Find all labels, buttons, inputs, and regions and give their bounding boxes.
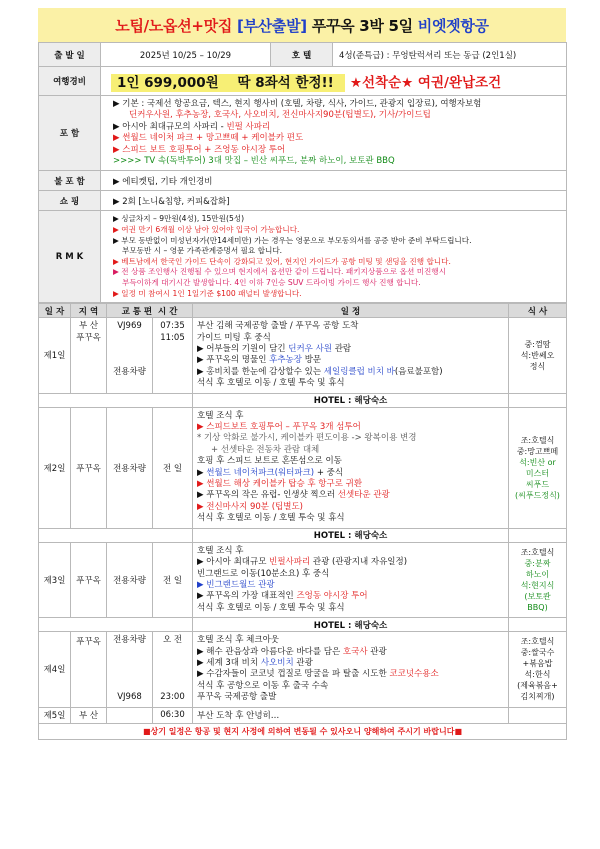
header-meal: 식 사 bbox=[509, 304, 567, 318]
title-part1: 노팁/노옵션+맛집 bbox=[115, 16, 233, 35]
price-limit: 딱 8좌석 한정!! bbox=[237, 75, 334, 91]
day1-s3 bbox=[197, 344, 508, 355]
day2-s3: * 기상 악화로 불가시, 케이블카 편도이용 -> 왕복이용 변경 bbox=[197, 433, 417, 444]
day3-m1: 조:호텔식 bbox=[520, 547, 555, 557]
include-label: 포 함 bbox=[39, 96, 101, 171]
day2-s4: + 선셋타운 전동차 관람 대체 bbox=[211, 444, 320, 455]
day1-transport bbox=[107, 318, 153, 393]
day4-s3b: 사오비치 bbox=[260, 657, 294, 668]
day2-s6b: 썬월드 네이처파크(워터파크) bbox=[206, 467, 315, 478]
rmk-penalty: ▶ 일정 미 참여시 1인 1일기준 $100 패널티 발생합니다. bbox=[113, 288, 302, 298]
day3-m4: 석:현지식 bbox=[520, 580, 555, 590]
day3-label: 제3일 bbox=[39, 542, 71, 617]
day4-s4b: 코코넛수용소 bbox=[389, 669, 439, 680]
itinerary-page bbox=[38, 8, 566, 740]
price-highlight bbox=[111, 74, 345, 92]
price-cell bbox=[101, 67, 567, 96]
day2-meal bbox=[509, 407, 567, 528]
day2-s8b: 선셋타운 관광 bbox=[337, 490, 390, 501]
day2-vehicle: 전용차량 bbox=[107, 407, 153, 528]
day3-s6: 석식 후 호텔로 이동 / 호텔 투숙 및 휴식 bbox=[197, 602, 345, 613]
day1-hotel: HOTEL : 해당숙소 bbox=[193, 393, 509, 407]
day4-row bbox=[39, 632, 567, 707]
include-restaurants: >>>> TV 속(독박투어) 3대 맛집 – 빈산 씨푸드, 분짜 하노이, 보토콴 BBQ bbox=[113, 156, 395, 167]
day2-m5: 씨푸드 bbox=[525, 479, 550, 489]
day2-s2: ▶ 스피드보트 호핑투어 – 푸꾸옥 3개 섬투어 bbox=[197, 422, 361, 433]
footer-note: ■상기 일정은 항공 및 현지 사정에 의하여 변동될 수 있사오니 양해하여 주시기 바랍니다■ bbox=[39, 723, 567, 739]
day2-hotel-meal-spacer bbox=[509, 528, 567, 542]
include-safari-b: 빈펄 사파리 bbox=[226, 121, 271, 132]
day1-s4a: ▶ 푸꾸옥의 명물인 bbox=[197, 355, 267, 366]
title-part4: 비엣젯항공 bbox=[417, 16, 489, 35]
day4-s2a: ▶ 해수 관음상과 아름다운 바다를 담은 bbox=[197, 646, 341, 657]
day1-s6: 석식 후 호텔로 이동 / 호텔 투숙 및 휴식 bbox=[197, 378, 345, 389]
page-title bbox=[38, 8, 566, 42]
exclude-label: 불 포 함 bbox=[39, 171, 101, 191]
day1-m2: 석:반쎄오 bbox=[520, 350, 555, 360]
header-transport: 교 통 편 bbox=[121, 306, 153, 317]
header-transport-time bbox=[107, 304, 193, 318]
header-time: 시 간 bbox=[158, 306, 178, 317]
depart-label: 출 발 일 bbox=[39, 43, 101, 67]
day5-place: 부 산 bbox=[71, 707, 107, 723]
day3-m2: 중:분짜 bbox=[524, 558, 551, 568]
day1-place bbox=[71, 318, 107, 393]
day4-m3: +볶음밥 bbox=[522, 659, 553, 669]
day4-label: 제4일 bbox=[39, 632, 71, 707]
include-speedboat: ▶ 스피드 보트 호핑투어 + 즈엉동 야시장 투어 bbox=[113, 144, 286, 155]
day4-s1: 호텔 조식 후 체크아웃 bbox=[197, 635, 280, 646]
day4-s3a: ▶ 세계 3대 비치 bbox=[197, 657, 259, 668]
exclude-value: ▶ 에티켓팁, 기타 개인경비 bbox=[101, 171, 567, 191]
rmk-family: 부모동반 시 – 영문 가족관계증명서 필요 합니다. bbox=[122, 246, 283, 256]
day2-s10: 석식 후 호텔로 이동 / 호텔 투숙 및 휴식 bbox=[197, 513, 345, 524]
day4-vehicle: 전용차량 bbox=[113, 635, 146, 646]
day2-m4: 미스터 bbox=[525, 468, 550, 478]
day3-time: 전 일 bbox=[153, 542, 193, 617]
day1-s4c: 방문 bbox=[304, 355, 322, 366]
day1-m1: 중:껌땀 bbox=[524, 339, 551, 349]
include-safari bbox=[113, 122, 566, 133]
price-label: 여행경비 bbox=[39, 67, 101, 96]
day1-schedule bbox=[193, 318, 509, 393]
day2-label: 제2일 bbox=[39, 407, 71, 528]
day3-vehicle: 전용차량 bbox=[107, 542, 153, 617]
rmk-label: R M K bbox=[39, 211, 101, 303]
rmk-single: ▶ 싱글차지 – 9만원(4성), 15만원(5성) bbox=[113, 214, 245, 224]
day1-time1: 07:35 bbox=[160, 321, 185, 332]
price-note: ★선착순★ 여권/완납조건 bbox=[349, 75, 502, 91]
day2-s8a: ▶ 푸꾸옥의 작은 유럽- 인생샷 찍으러 bbox=[197, 490, 336, 501]
day3-hotel-spacer bbox=[39, 618, 193, 632]
day2-s8 bbox=[197, 490, 508, 501]
day1-meal bbox=[509, 318, 567, 393]
day1-place1: 부 산 bbox=[78, 321, 99, 332]
day4-s4 bbox=[197, 669, 508, 680]
day3-s1: 호텔 조식 후 bbox=[197, 545, 244, 556]
day2-hotel-spacer bbox=[39, 528, 193, 542]
day2-hotel: HOTEL : 해당숙소 bbox=[193, 528, 509, 542]
shopping-value: ▶ 2회 [노니&침향, 커피&잡화] bbox=[101, 191, 567, 211]
day3-hotel: HOTEL : 해당숙소 bbox=[193, 618, 509, 632]
day3-hotel-meal-spacer bbox=[509, 618, 567, 632]
include-safari-a: ▶ 아시아 최대규모의 사파리 - bbox=[113, 121, 224, 132]
title-part3: 푸꾸옥 3박 5일 bbox=[311, 16, 413, 35]
rmk-join: ▶ 전 상품 조인행사 진행될 수 있으며 현지에서 옵션만 같이 드립니다. 패키지상품으로 옵션 미진행시 bbox=[113, 267, 447, 277]
day4-m1: 조:호텔식 bbox=[520, 637, 555, 647]
day2-s7: ▶ 썬월드 해상 케이블카 탑승 후 항구로 귀환 bbox=[197, 479, 363, 490]
hotel-value: 4성(준특급) : 무엉탄럭셔리 또는 동급 (2인1실) bbox=[333, 43, 567, 67]
day2-m6: (씨푸드정식) bbox=[515, 490, 560, 500]
day1-s3b: 딘커우 사원 bbox=[288, 344, 333, 354]
day5-row bbox=[39, 707, 567, 723]
header-day: 일 자 bbox=[39, 304, 71, 318]
day3-hotel-row bbox=[39, 618, 567, 632]
rmk-cell bbox=[101, 211, 567, 303]
day4-s2c: 관광 bbox=[370, 646, 387, 657]
day2-m3: 석:빈산 or bbox=[519, 457, 556, 467]
day2-s9: ▶ 전신마사지 90분 (팁별도) bbox=[197, 501, 303, 512]
day1-flight: VJ969 bbox=[117, 321, 142, 332]
day3-s2c: 관광 (관광지내 자유일정) bbox=[312, 557, 408, 568]
rmk-guide: ▶ 베트남에서 한국인 가이드 단속이 강화되고 있어, 현지인 가이드가 공항 미팅 및 샌딩을 진행 합니다. bbox=[113, 256, 451, 266]
day2-schedule bbox=[193, 407, 509, 528]
day1-hotel-row bbox=[39, 393, 567, 407]
day3-schedule bbox=[193, 542, 509, 617]
hotel-label: 호 텔 bbox=[271, 43, 333, 67]
day4-s3c: 관광 bbox=[296, 657, 313, 668]
schedule-header bbox=[39, 304, 567, 318]
rmk-passport: ▶ 여권 만기 6개월 이상 남아 있어야 입국이 가능합니다. bbox=[113, 225, 300, 235]
day3-s5 bbox=[197, 591, 508, 602]
day3-row bbox=[39, 542, 567, 617]
day5-label: 제5일 bbox=[39, 707, 71, 723]
day1-time bbox=[153, 318, 193, 393]
day4-s2 bbox=[197, 647, 508, 658]
rmk-wait: 부득이하게 대기시간 발생합니다. 4인 이하 7인승 SUV 드라이빙 가이드 행사 진행 합니다. bbox=[122, 278, 421, 287]
day1-s5c: (음료불포함) bbox=[394, 366, 443, 377]
day4-place: 푸꾸옥 bbox=[71, 632, 107, 707]
day4-schedule bbox=[193, 632, 509, 707]
include-basic: ▶ 기본 : 국제선 항공요금, 텍스, 현지 행사비 (호텔, 차량, 식사, 가이드, 관광지 입장료), 여행자보험 bbox=[113, 99, 482, 109]
day4-flight: VJ968 bbox=[117, 692, 142, 703]
day2-row bbox=[39, 407, 567, 528]
day3-place: 푸꾸옥 bbox=[71, 542, 107, 617]
day4-s2b: 호국사 bbox=[342, 646, 368, 657]
day4-time2: 23:00 bbox=[160, 692, 185, 703]
day4-meal bbox=[509, 632, 567, 707]
day4-s5: 석식 후 공항으로 이동 후 출국 수속 bbox=[197, 680, 329, 691]
day3-m5: (보토콴 bbox=[524, 591, 551, 601]
day4-time-cell bbox=[153, 632, 193, 707]
day3-s5a: ▶ 푸꾸옥의 가장 대표적인 bbox=[197, 591, 294, 602]
day4-s3 bbox=[197, 658, 508, 669]
day1-s4b: 후추농장 bbox=[269, 355, 302, 366]
day2-time: 전 일 bbox=[153, 407, 193, 528]
depart-value: 2025년 10/25 – 10/29 bbox=[101, 43, 271, 67]
day1-time2: 11:05 bbox=[160, 332, 185, 343]
day4-m5: (제육볶음+ bbox=[517, 681, 558, 691]
title-part2: [부산출발] bbox=[236, 16, 307, 35]
day4-m6: 김치찌개) bbox=[520, 692, 555, 702]
day1-s2: 가이드 미팅 후 중식 bbox=[197, 332, 271, 343]
day3-s2b: 빈펄사파리 bbox=[269, 557, 311, 568]
day1-row bbox=[39, 318, 567, 393]
include-sights-b: 전신마사지90분(팁별도), 기사/가이드팁 bbox=[282, 110, 431, 121]
rmk-minor: ▶ 부모 동반없이 미성년자가(만14세미만) 가는 경우는 영문으로 부모동의서를 공증 받아 준비 부탁드립니다. bbox=[113, 235, 472, 245]
day3-s2 bbox=[197, 557, 508, 568]
day3-s4: ▶ 빈그랜드월드 관광 bbox=[197, 579, 275, 590]
day1-s5a: ▶ 홍비치를 한눈에 감상할수 있는 bbox=[197, 366, 322, 377]
day5-meal bbox=[509, 707, 567, 723]
day2-s5: 호핑 후 스피드 보트로 혼똔섬으로 이동 bbox=[197, 456, 342, 467]
day1-s3c: 관람 bbox=[334, 344, 352, 354]
day5-schedule: 부산 도착 후 안녕히… bbox=[193, 707, 509, 723]
schedule-table bbox=[38, 303, 567, 739]
footer-row bbox=[39, 723, 567, 739]
include-sights bbox=[113, 110, 566, 121]
day2-s1: 호텔 조식 후 bbox=[197, 410, 244, 421]
day4-m2: 중:쌀국수 bbox=[520, 648, 555, 658]
day4-s6: 푸꾸옥 국제공항 출발 bbox=[197, 692, 277, 703]
day1-place2: 푸꾸옥 bbox=[76, 332, 101, 343]
day5-time: 06:30 bbox=[153, 707, 193, 723]
include-sights-a: 딘커우사원, 후추농장, 호국사, 사오비치, bbox=[129, 110, 280, 121]
day3-s2a: ▶ 아시아 최대규모 bbox=[197, 557, 267, 568]
day3-s5b: 즈엉동 야시장 투어 bbox=[296, 591, 368, 602]
price-value: 1인 699,000원 bbox=[117, 75, 219, 91]
header-schedule: 일 정 bbox=[193, 304, 509, 318]
day2-s6a: ▶ bbox=[197, 467, 204, 478]
include-sunworld: ▶ 썬월드 네이처 파크 + 망고쁘떼 + 케이블카 편도 bbox=[113, 133, 304, 144]
day2-s6 bbox=[197, 468, 508, 479]
day4-time: 오 전 bbox=[162, 635, 183, 646]
day1-hotel-spacer bbox=[39, 393, 193, 407]
day1-s5 bbox=[197, 367, 508, 378]
include-cell bbox=[101, 96, 567, 171]
day1-vehicle: 전용차량 bbox=[113, 366, 146, 377]
day1-s5b: 세일링클럽 비치 바 bbox=[323, 366, 395, 377]
day2-hotel-row bbox=[39, 528, 567, 542]
info-table bbox=[38, 42, 567, 303]
day2-place: 푸꾸옥 bbox=[71, 407, 107, 528]
header-place: 지 역 bbox=[71, 304, 107, 318]
day1-s4 bbox=[197, 355, 508, 366]
day4-s4a: ▶ 수감자들이 코코넛 껍질로 땅굴을 파 탈출 시도한 bbox=[197, 669, 387, 680]
day1-s1: 부산 김해 국제공항 출발 / 푸꾸옥 공항 도착 bbox=[197, 321, 359, 332]
day1-hotel-meal-spacer bbox=[509, 393, 567, 407]
day4-m4: 석:한식 bbox=[524, 670, 551, 680]
day2-m2: 중:망고쁘떼 bbox=[516, 446, 559, 456]
day1-m3: 정식 bbox=[529, 361, 546, 371]
day1-label: 제1일 bbox=[39, 318, 71, 393]
day2-s6c: + 중식 bbox=[316, 467, 344, 478]
day4-transport bbox=[107, 632, 153, 707]
day2-m1: 조:호텔식 bbox=[520, 435, 555, 445]
day3-meal bbox=[509, 542, 567, 617]
day3-s3: 빈그랜드로 이동(10분소요) 후 중식 bbox=[197, 568, 330, 579]
day5-transport bbox=[107, 707, 153, 723]
shopping-label: 쇼 핑 bbox=[39, 191, 101, 211]
day1-s3a: ▶ 어부들의 기원이 담긴 bbox=[197, 344, 286, 354]
day3-m6: BBQ) bbox=[527, 602, 548, 612]
day3-m3: 하노이 bbox=[525, 569, 550, 579]
